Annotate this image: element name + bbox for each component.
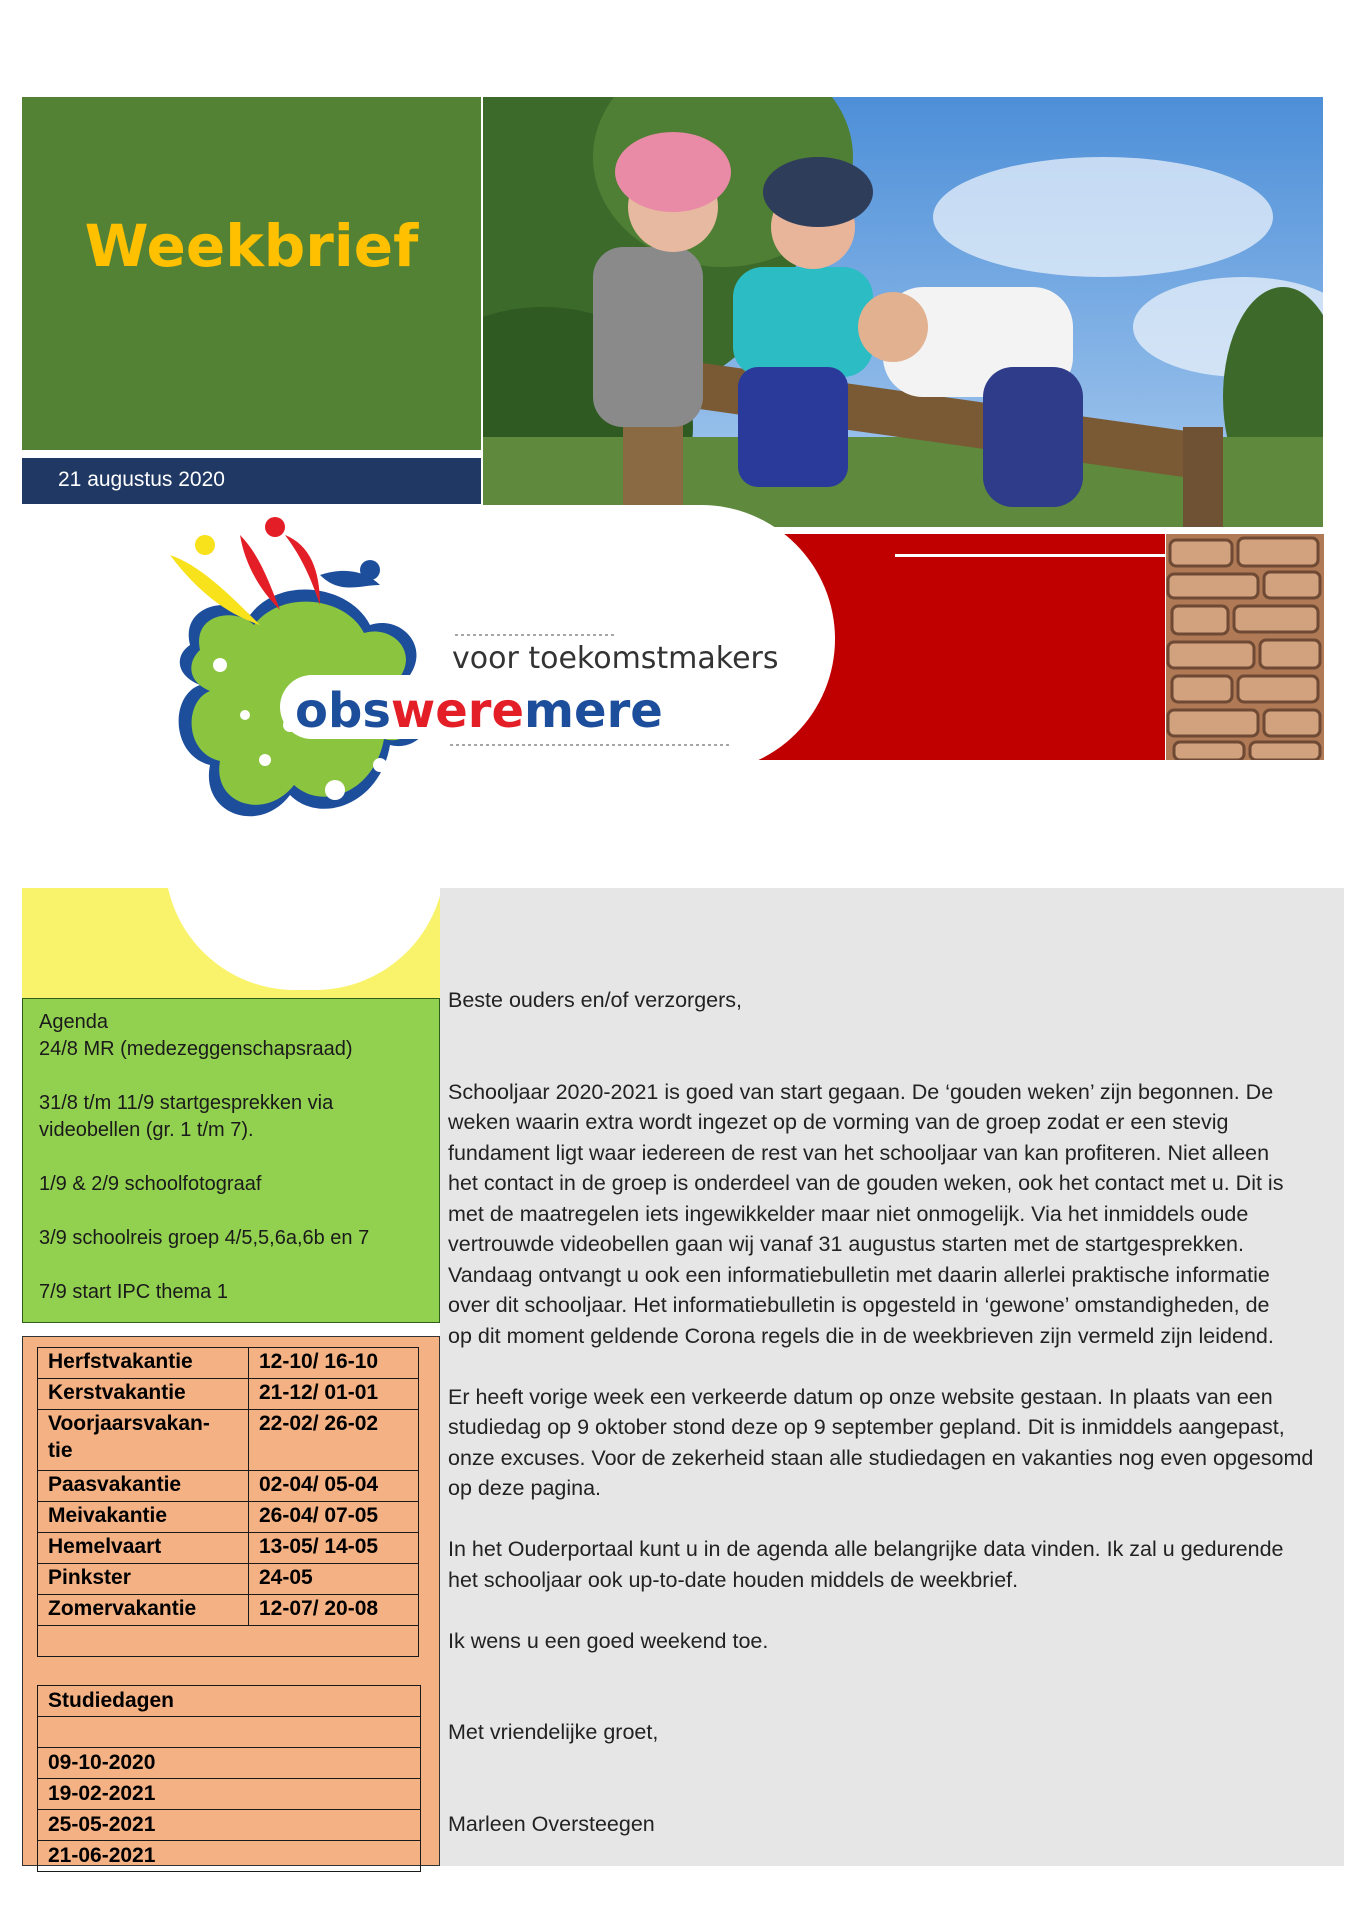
letter-line: Er heeft vorige week een verkeerde datum op onze website gestaan. In plaats van een <box>448 1384 1273 1409</box>
school-logo <box>170 515 810 840</box>
table-row <box>38 1595 419 1626</box>
agenda-item: 3/9 schoolreis groep 4/5,5,6a,6b en 7 <box>39 1227 370 1249</box>
table-row <box>38 1748 421 1779</box>
letter-line: Schooljaar 2020-2021 is goed van start gegaan. De ‘gouden weken’ zijn begonnen. De <box>448 1079 1274 1104</box>
page-title: Weekbrief <box>84 212 419 280</box>
table-row <box>38 1779 421 1810</box>
empty-cell <box>38 1626 419 1657</box>
table-row <box>38 1810 421 1841</box>
agenda-heading: Agenda <box>39 1011 108 1033</box>
vacation-dates: 26-04/ 07-05 <box>249 1502 419 1533</box>
stone-wall-photo <box>1166 534 1324 760</box>
table-row <box>38 1379 419 1410</box>
studiedag-date: 09-10-2020 <box>38 1748 421 1779</box>
letter-line: Vandaag ontvangt u ook een informatiebulletin met daarin allerlei praktische informatie <box>448 1262 1270 1287</box>
agenda-item: 24/8 MR (medezeggenschapsraad) <box>39 1038 353 1060</box>
letter-line: op dit moment geldende Corona regels die in de weekbrieven zijn vermeld zijn leidend. <box>448 1323 1274 1348</box>
table-row <box>38 1626 419 1657</box>
vacation-dates: 13-05/ 14-05 <box>249 1533 419 1564</box>
studiedag-date: 19-02-2021 <box>38 1779 421 1810</box>
table-row <box>38 1564 419 1595</box>
agenda-item: 7/9 start IPC thema 1 <box>39 1281 228 1303</box>
studiedag-date: 25-05-2021 <box>38 1810 421 1841</box>
letter-line: In het Ouderportaal kunt u in de agenda alle belangrijke data vinden. Ik zal u gedurende <box>448 1537 1284 1561</box>
empty-cell <box>38 1717 421 1748</box>
vacation-dates: 22-02/ 26-02 <box>249 1410 419 1471</box>
letter-line: Ik wens u een goed weekend toe. <box>448 1628 769 1653</box>
table-row <box>38 1686 421 1717</box>
children-climbing-photo <box>483 97 1323 527</box>
table-row <box>38 1410 419 1471</box>
agenda-item: 31/8 t/m 11/9 startgesprekken via <box>39 1092 334 1114</box>
vacation-dates: 02-04/ 05-04 <box>249 1471 419 1502</box>
vacation-dates: 12-10/ 16-10 <box>249 1348 419 1379</box>
table-row <box>38 1471 419 1502</box>
vacation-dates: 12-07/ 20-08 <box>249 1595 419 1626</box>
letter-line: onze excuses. Voor de zekerheid staan alle studiedagen en vakanties nog even opgesomd <box>448 1445 1314 1470</box>
studiedagen-table <box>37 1685 421 1872</box>
letter-line: studiedag op 9 oktober stond deze op 9 september gepland. Dit is inmiddels aangepast, <box>448 1415 1285 1439</box>
vacation-name: Kerstvakantie <box>38 1379 249 1410</box>
agenda-box <box>22 998 440 1323</box>
studiedagen-heading: Studiedagen <box>38 1686 421 1717</box>
table-row <box>38 1533 419 1564</box>
vacation-name: Hemelvaart <box>38 1533 249 1564</box>
agenda-item: videobellen (gr. 1 t/m 7). <box>39 1119 254 1141</box>
letter-line: op deze pagina. <box>448 1476 602 1500</box>
letter-salutation: Beste ouders en/of verzorgers, <box>448 988 742 1012</box>
letter-line: het contact in de groep is onderdeel van de gouden weken, ook het contact met u. Dit is <box>448 1171 1284 1195</box>
table-row <box>38 1841 421 1872</box>
vacation-name: Meivakantie <box>38 1502 249 1533</box>
vacation-name: Voorjaarsvakan- tie <box>38 1410 249 1471</box>
table-row <box>38 1502 419 1533</box>
letter-line: het schooljaar ook up-to-date houden middels de weekbrief. <box>448 1567 1019 1592</box>
vacation-name: Paasvakantie <box>38 1471 249 1502</box>
vacation-table-box <box>22 1336 440 1866</box>
letter-closing: Met vriendelijke groet, <box>448 1720 659 1744</box>
studiedag-date: 21-06-2021 <box>38 1841 421 1872</box>
logo-name: obsweremere <box>295 683 663 739</box>
date-text: 21 augustus 2020 <box>58 468 225 491</box>
vacation-dates: 21-12/ 01-01 <box>249 1379 419 1410</box>
letter-line: weken waarin extra wordt ingezet op de vorming van de groep zodat er een stevig <box>448 1110 1229 1134</box>
letter-line: vertrouwde videobellen gaan wij vanaf 31 augustus starten met de startgesprekken. <box>448 1232 1244 1256</box>
vacation-dates: 24-05 <box>249 1564 419 1595</box>
vacation-name: Herfstvakantie <box>38 1348 249 1379</box>
vacation-name: Zomervakantie <box>38 1595 249 1626</box>
table-row <box>38 1717 421 1748</box>
letter-line: met de maatregelen iets ingewikkelder maar niet onmogelijk. Via het inmiddels oude <box>448 1201 1249 1226</box>
letter-line: fundament ligt waar iedereen de rest van het schooljaar van kan profiteren. Niet alleen <box>448 1140 1270 1165</box>
letter-signature: Marleen Oversteegen <box>448 1811 655 1836</box>
vacation-table <box>37 1347 419 1657</box>
letter-line: over dit schooljaar. Het informatiebulletin is opgesteld in ‘gewone’ omstandigheden, de <box>448 1293 1270 1317</box>
table-row <box>38 1348 419 1379</box>
vacation-name: Pinkster <box>38 1564 249 1595</box>
letter-body <box>448 985 1338 1839</box>
agenda-item: 1/9 & 2/9 schoolfotograaf <box>39 1173 262 1195</box>
logo-tagline: voor toekomstmakers <box>452 641 779 676</box>
